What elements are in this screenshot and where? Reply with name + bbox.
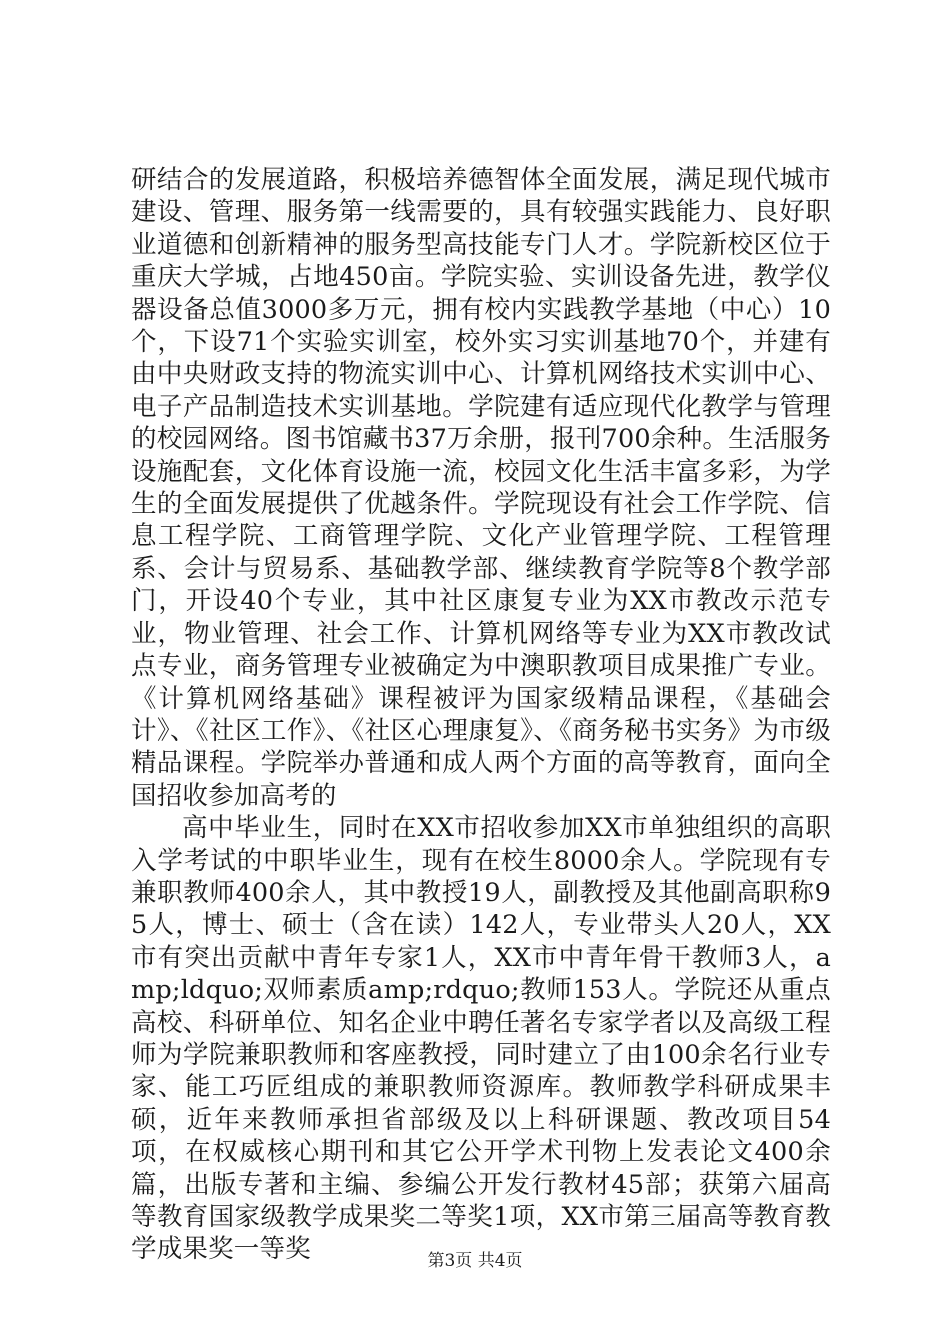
page-number-footer: 第3页 共4页 — [427, 1251, 523, 1271]
paragraph-2: 高中毕业生，同时在XX市招收参加XX市单独组织的高职入学考试的中职毕业生，现有在校生8000余人。学院现有专兼职教师400余人，其中教授19人，副教授及其他副高职称95人，博士、硕士（含在读）142人，专业带头人20人，XX市有突出贡献中青年专家1人，XX市中青年骨干教师3人，amp;ldquo;双师素质amp;rdquo;教师153人。学院还从重点高校、科研单位、知名企业中聘任著名专家学者以及高级工程师为学院兼职教师和客座教授，同时建立了由100余名行业专家、能工巧匠组成的兼职教师资源库。教师教学科研成果丰硕，近年来教师承担省部级及以上科研课题、教改项目54项，在权威核心期刊和其它公开学术刊物上发表论文400余篇，出版专著和主编、参编公开发行教材45部；获第六届高等教育国家级教学成果奖二等奖1项，XX市第三届高等教育教学成果奖一等奖 — [131, 813, 831, 1265]
paragraph-1: 研结合的发展道路，积极培养德智体全面发展，满足现代城市建设、管理、服务第一线需要的，具有较强实践能力、良好职业道德和创新精神的服务型高技能专门人才。学院新校区位于重庆大学城，占地450亩。学院实验、实训设备先进，教学仪器设备总值3000多万元，拥有校内实践教学基地（中心）10个，下设71个实验实训室，校外实习实训基地70个，并建有由中央财政支持的物流实训中心、计算机网络技术实训中心、电子产品制造技术实训基地。学院建有适应现代化教学与管理的校园网络。图书馆藏书37万余册，报刊700余种。生活服务设施配套，文化体育设施一流，校园文化生活丰富多彩，为学生的全面发展提供了优越条件。学院现设有社会工作学院、信息工程学院、工商管理学院、文化产业管理学院、工程管理系、会计与贸易系、基础教学部、继续教育学院等8个教学部门，开设40个专业，其中社区康复专业为XX市教改示范专业，物业管理、社会工作、计算机网络等专业为XX市教改试点专业，商务管理专业被确定为中澳职教项目成果推广专业。《计算机网络基础》课程被评为国家级精品课程，《基础会计》、《社区工作》、《社区心理康复》、《商务秘书实务》为市级精品课程。学院举办普通和成人两个方面的高等教育，面向全国招收参加高考的 — [131, 165, 831, 811]
document-body — [131, 164, 831, 1266]
